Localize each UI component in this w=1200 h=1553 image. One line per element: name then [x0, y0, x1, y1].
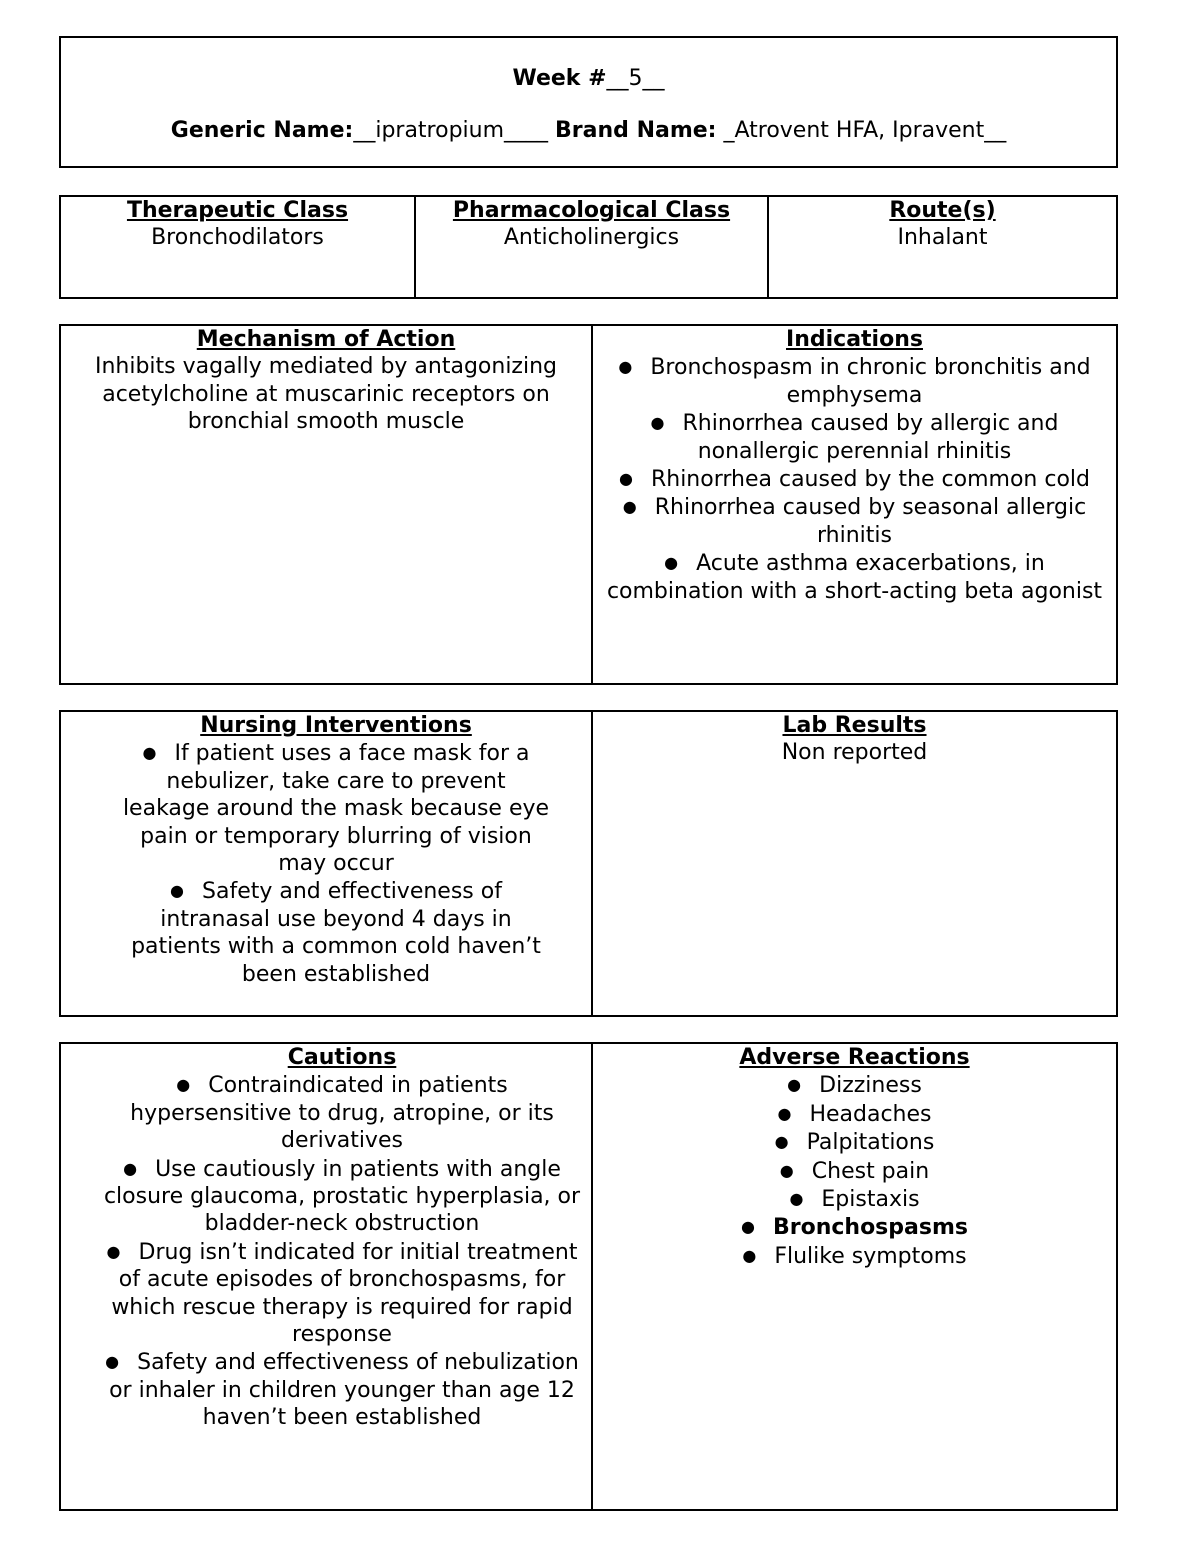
- bullet-icon: ●: [787, 1075, 802, 1095]
- brand-label: Brand Name:: [555, 118, 717, 143]
- indications-cell: [591, 326, 1116, 683]
- brand-value: _Atrovent HFA, Ipravent__: [723, 118, 1007, 143]
- nursing-cell: [61, 712, 591, 1015]
- bullet-icon: ●: [618, 357, 633, 377]
- bullet-icon: ●: [777, 1103, 792, 1123]
- mechanism-cell: [61, 326, 591, 683]
- names-line: [61, 118, 1116, 143]
- header-box: [59, 36, 1118, 168]
- pharmacological-class-title: Pharmacological Class: [452, 198, 731, 223]
- cautions-list: [101, 1071, 583, 1431]
- bullet-icon: ●: [650, 413, 665, 433]
- mechanism-text: Inhibits vagally mediated by antagonizing acetylcholine at muscarinic receptors on bronchial smooth muscle: [94, 354, 558, 435]
- routes-title: Route(s): [889, 198, 996, 223]
- mechanism-indications-table: [59, 324, 1118, 685]
- lab-title: Lab Results: [782, 713, 927, 738]
- bullet-icon: ●: [170, 881, 184, 901]
- therapeutic-class-cell: [61, 197, 414, 297]
- adverse-list: [593, 1071, 1116, 1270]
- bullet-icon: ●: [105, 1352, 120, 1372]
- list-item: ● Rhinorrhea caused by allergic and nonallergic perennial rhinitis: [650, 411, 1059, 464]
- list-item: ● Dizziness: [787, 1073, 922, 1099]
- bullet-icon: ●: [142, 743, 157, 763]
- bullet-icon: ●: [742, 1245, 757, 1265]
- therapeutic-class-value: Bronchodilators: [151, 225, 324, 251]
- adverse-cell: [591, 1044, 1116, 1509]
- bullet-icon: ●: [123, 1158, 138, 1178]
- bullet-icon: ●: [741, 1217, 755, 1237]
- list-item: ● Safety and effectiveness of intranasal use beyond 4 days in patients with a common cold haven’t been established: [131, 879, 541, 987]
- week-value: __5__: [606, 66, 665, 91]
- week-label: Week #: [512, 66, 607, 91]
- bullet-icon: ●: [779, 1160, 794, 1180]
- cautions-title: Cautions: [287, 1045, 397, 1070]
- routes-value: Inhalant: [897, 225, 988, 251]
- indications-title: Indications: [786, 327, 923, 352]
- adverse-title: Adverse Reactions: [739, 1045, 970, 1070]
- classes-table: [59, 195, 1118, 299]
- list-item: ● Rhinorrhea caused by seasonal allergic rhinitis: [622, 495, 1087, 548]
- list-item: ● Contraindicated in patients hypersensitive to drug, atropine, or its derivatives: [130, 1073, 554, 1154]
- list-item: ● Palpitations: [774, 1130, 935, 1156]
- list-item: ● Rhinorrhea caused by the common cold: [619, 467, 1090, 493]
- pharmacological-class-cell: [414, 197, 767, 297]
- generic-label: Generic Name:: [170, 118, 354, 143]
- list-item: ● Acute asthma exacerbations, in combination with a short-acting beta agonist: [606, 551, 1103, 604]
- bullet-icon: ●: [176, 1075, 191, 1095]
- lab-text: Non reported: [781, 740, 928, 766]
- bullet-icon: ●: [789, 1189, 804, 1209]
- cautions-cell: [61, 1044, 591, 1509]
- indications-list: [601, 353, 1108, 605]
- routes-cell: [767, 197, 1116, 297]
- list-item: ● Chest pain: [779, 1158, 930, 1184]
- nursing-title: Nursing Interventions: [200, 713, 472, 738]
- list-item: ● Headaches: [777, 1101, 932, 1127]
- list-item: ● Use cautiously in patients with angle closure glaucoma, prostatic hyperplasia, or bladder-neck obstruction: [103, 1156, 581, 1237]
- cautions-adverse-table: [59, 1042, 1118, 1511]
- mechanism-title: Mechanism of Action: [196, 327, 456, 352]
- list-item: ● Safety and effectiveness of nebulization or inhaler in children younger than age 12 haven’t been established: [105, 1350, 579, 1431]
- week-line: [61, 66, 1116, 91]
- therapeutic-class-title: Therapeutic Class: [126, 198, 349, 223]
- bullet-icon: ●: [622, 497, 637, 517]
- list-item: ● Flulike symptoms: [742, 1243, 967, 1269]
- generic-value: __ipratropium____: [353, 118, 549, 143]
- pharmacological-class-value: Anticholinergics: [503, 225, 680, 251]
- list-item: ● Epistaxis: [789, 1187, 920, 1213]
- bullet-icon: ●: [106, 1241, 121, 1261]
- list-item: ● Bronchospasms: [741, 1215, 968, 1241]
- nursing-list: [121, 739, 551, 988]
- list-item: ● Bronchospasm in chronic bronchitis and emphysema: [618, 355, 1091, 408]
- bullet-icon: ●: [774, 1132, 789, 1152]
- list-item: ● Drug isn’t indicated for initial treatment of acute episodes of bronchospasms, for which rescue therapy is required for rapid response: [106, 1239, 578, 1348]
- lab-cell: [591, 712, 1116, 1015]
- list-item: ● If patient uses a face mask for a nebulizer, take care to prevent leakage around the mask because eye pain or temporary blurring of vision may occur: [122, 741, 550, 877]
- nursing-lab-table: [59, 710, 1118, 1017]
- bullet-icon: ●: [664, 553, 679, 573]
- bullet-icon: ●: [619, 469, 633, 489]
